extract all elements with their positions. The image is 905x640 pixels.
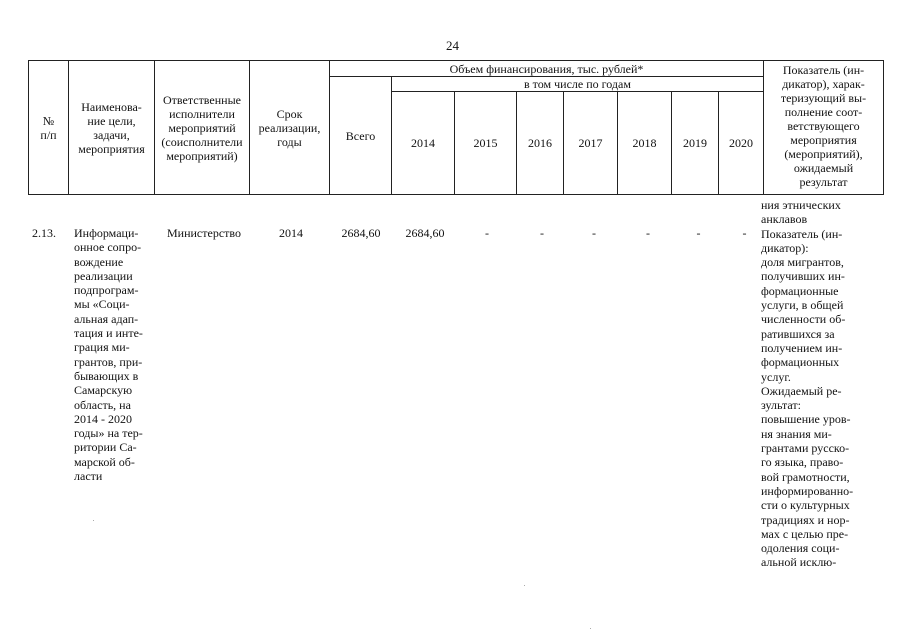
header-num: № п/п [29,61,69,195]
page-number: 24 [446,38,459,53]
header-name: Наименова- ние цели, задачи, мероприятия [69,61,155,195]
row-indicator: ния этнических анклавов Показатель (ин- дикатор): доля мигрантов, получивших ин- формационные услуги, в общей численности об- ратившихся за получением ин- формационных услуг. Ожидаемый ре- зультат: повышение уров- ня знания ми- грантами русско- го языка, право- вой грамотности, информированно- сти о культурных традициях и нор- мах с целью пре- одоления соци- альной исклю- [761,198,854,570]
row-num: 2.13. [32,226,56,240]
scan-speck [524,585,525,586]
row-term: 2014 [279,226,303,240]
header-indicator: Показатель (ин- дикатор), харак- теризующий вы- полнение соот- ветствующего мероприятия (мероприятий), ожидаемый результат [764,61,884,195]
row-year-2020: - [742,226,747,240]
row-year-2014: 2684,60 [405,226,445,240]
header-year-2015: 2015 [455,92,517,195]
header-financing: Объем финансирования, тыс. рублей* [330,61,764,77]
header-term: Срок реализации, годы [250,61,330,195]
row-year-2016: - [540,226,544,240]
header-year-2019: 2019 [672,92,719,195]
financing-table-header [28,60,884,195]
row-responsible: Министерство [167,226,241,240]
header-responsible: Ответственные исполнители мероприятий (соисполнители мероприятий) [155,61,250,195]
header-total: Всего [330,77,392,195]
header-year-2020: 2020 [719,92,764,195]
header-year-2016: 2016 [517,92,564,195]
header-year-2014: 2014 [392,92,455,195]
header-year-2018: 2018 [618,92,672,195]
header-by-years: в том числе по годам [392,77,764,92]
row-year-2018: - [646,226,650,240]
scan-speck [93,520,94,521]
row-year-2019: - [696,226,701,240]
header-year-2017: 2017 [564,92,618,195]
row-total: 2684,60 [341,226,381,240]
scan-speck [590,628,591,629]
row-year-2015: - [485,226,489,240]
row-name: Информаци- онное сопро- вождение реализации подпрограм- мы «Соци- альная адап- тация и инте- грация ми- грантов, при- бывающих в Самарскую область, на 2014 - 2020 годы» на тер- ритории Са- марской об- ласти [74,226,143,484]
row-year-2017: - [592,226,596,240]
